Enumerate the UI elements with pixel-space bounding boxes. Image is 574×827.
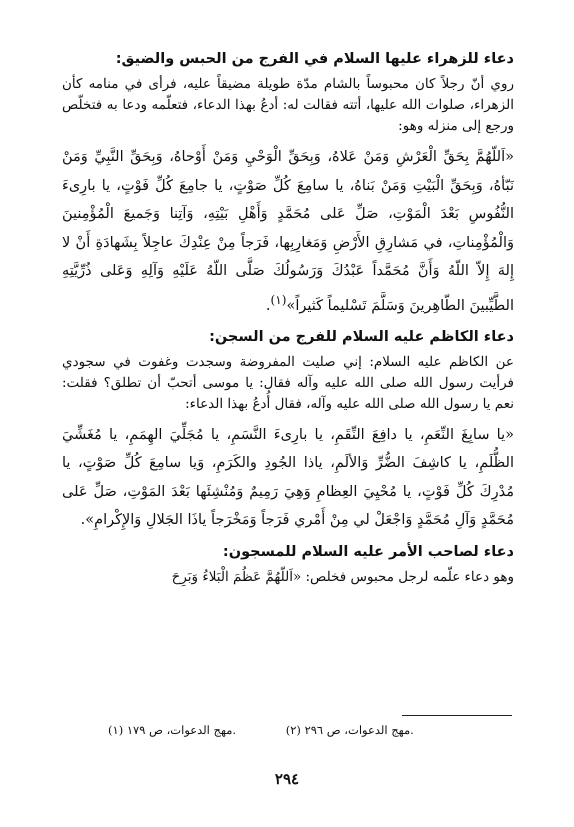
footnote-mark-1: (١)	[270, 292, 287, 307]
prayer-body-zahra: «اَللّهُمَّ بِحَقِّ الْعَرْشِ وَمَنْ عَلاهُ، وَبِحَقِّ الْوَحْيِ وَمَنْ أَوْحاهُ، وَبِحَقِّ النَّبِيِّ وَمَنْ نَبّأهُ، وَبِحَقِّ الْبَيْتِ وَمَنْ بَناهُ، يا سامِعَ كُلِّ صَوْتٍ، يا جامِعَ كُلِّ فَوْتٍ، يا بارِىءَ النُّفُوسِ بَعْدَ الْمَوْتِ، صَلِّ عَلى مُحَمَّدٍ وَأَهْلِ بَيْتِهِ، وَآتِنا وَجَميعَ الْمُؤْمِنينَ وَالْمُؤْمِناتِ، في مَشارِقِ الأَرْضِ وَمَغارِبِها، فَرَجاً مِنْ عِنْدِكَ عاجِلاً بِشَهادَةِ أَنْ لا إِلهَ إِلاّ اللّهُ وَأَنَّ مُحَمَّداً عَبْدُكَ وَرَسُولُكَ صَلَّى اللّهُ عَلَيْهِ وَآلِهِ وَعَلى ذُرِّيَّتِهِ الطَّيِّبينَ الطّاهِرينَ وَسَلَّمَ تَسْليماً كَثيراً»	[62, 149, 514, 314]
footnote-2: (٢) مهج الدعوات، ص ٢٩٦.	[285, 723, 414, 737]
intro-paragraph-kazim: عن الكاظم عليه السلام: إني صليت المفروضة وسجدت وغفوت في سجودي فرأيت رسول الله صلى الله عليه وآله فقال: يا موسى أتحبّ أن تطلق؟ فقلت: نعم يا رسول الله صلى الله عليه وآله، فقال أُدعُ بهذا الدعاء:	[62, 353, 514, 412]
intro-paragraph-qaim: وهو دعاء علّمه لرجل محبوس فخلص: «اَللّهُمَّ عَظُمَ الْبَلاءُ وَبَرِحَ	[171, 568, 514, 585]
footnote-divider	[402, 715, 512, 716]
page-number: ٢٩٤	[274, 770, 300, 788]
footnote-1: (١) مهج الدعوات، ص ١٧٩.	[108, 723, 237, 737]
prayer-text-zahra: «اَللّهُمَّ بِحَقِّ الْعَرْشِ وَمَنْ عَلاهُ، وَبِحَقِّ الْوَحْيِ وَمَنْ أَوْحاهُ، وَبِحَقِّ النَّبِيِّ وَمَنْ نَبّأهُ، وَبِحَقِّ الْبَيْتِ وَمَنْ بَناهُ، يا سامِعَ كُلِّ صَوْتٍ، يا جامِعَ كُلِّ فَوْتٍ، يا بارِىءَ النُّفُوسِ بَعْدَ الْمَوْتِ، صَلِّ عَلى مُحَمَّدٍ وَأَهْلِ بَيْتِهِ، وَآتِنا وَجَميعَ الْمُؤْمِنينَ وَالْمُؤْمِناتِ، في مَشارِقِ الأَرْضِ وَمَغارِبِها، فَرَجاً مِنْ عِنْدِكَ عاجِلاً بِشَهادَةِ أَنْ لا إِلهَ إِلاّ اللّهُ وَأَنَّ مُحَمَّداً عَبْدُكَ وَرَسُولُكَ صَلَّى اللّهُ عَلَيْهِ وَآلِهِ وَعَلى ذُرِّيَّتِهِ الطَّيِّبينَ الطّاهِرينَ وَسَلَّمَ تَسْليماً كَثيراً»$^{(١)}$.	[62, 149, 514, 314]
footnotes	[62, 722, 514, 738]
section-heading-qaim: دعاء لصاحب الأمر عليه السلام للمسجون:	[222, 543, 514, 560]
section-heading-zahra: دعاء للزهراء عليها السلام في الفرج من الحبس والضيق:	[115, 51, 514, 67]
section-heading-kazim: دعاء الكاظم عليه السلام للفرج من السجن:	[209, 328, 514, 345]
prayer-text-kazim: «يا سابِغَ النِّعَمِ، يا دافِعَ النِّقَمِ، يا بارِىءَ النَّسَمِ، يا مُجَلِّيَ الهِمَمِ، يا مُغَشِّيَ الظُّلَمِ، يا كاشِفَ الضُّرِّ وَالألَمِ، ياذا الجُودِ والكَرَمِ، وَيا سامِعَ كُلِّ صَوْتٍ، يا مُدْرِكَ كُلِّ فَوْتٍ، يا مُحْيِيَ العِظامِ وَهِيَ رَمِيمٌ وَمُنْشِئَها بَعْدَ المَوْتِ، صَلِّ عَلى مُحَمَّدٍ وَآلِ مُحَمَّدٍ وَاجْعَلْ لي مِنْ أَمْري فَرَجاً وَمَخْرَجاً ياذَا الجَلالِ وَالإِكْرامِ».	[62, 426, 514, 529]
intro-paragraph-zahra: روي أنّ رجلاً كان محبوساً بالشام مدّة طويلة مضيقاً عليه، فرأى في منامه كأن الزهراء، صلوات الله عليها، أتته فقالت له: أدعُ بهذا الدعاء، فتعلّمه ودعا به فتخلّص ورجع إلى منزله وهو:	[62, 76, 514, 134]
